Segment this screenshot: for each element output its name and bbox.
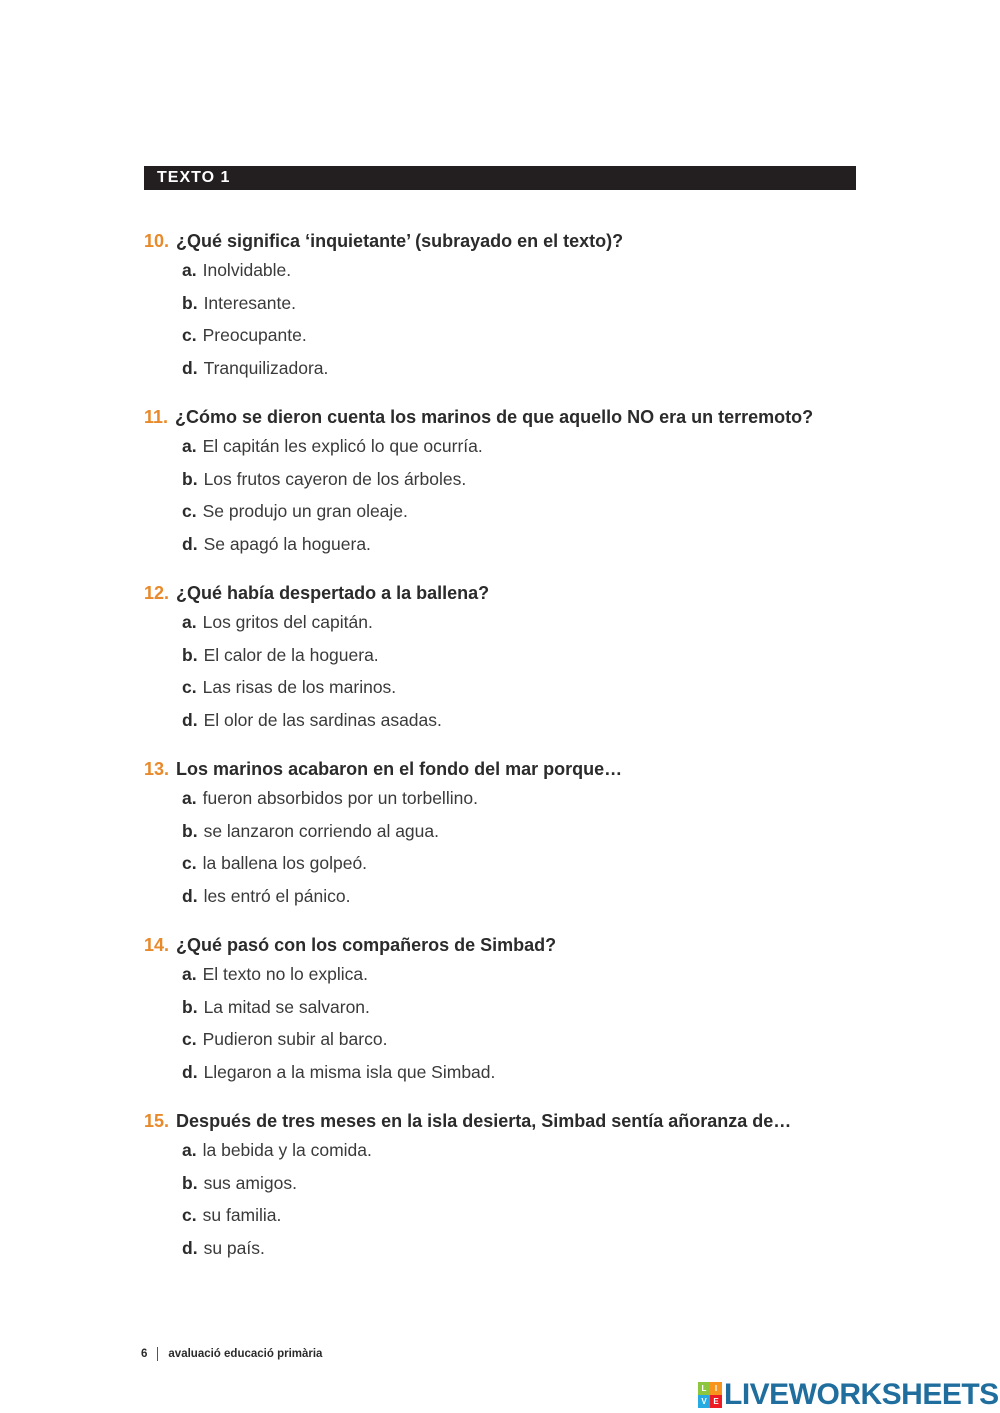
page-number: 6: [141, 1348, 148, 1361]
option-text: Se produjo un gran oleaje.: [202, 501, 408, 521]
answer-option-a[interactable]: [144, 430, 884, 463]
answer-options: [144, 430, 884, 560]
option-letter: a.: [182, 436, 197, 456]
question-10: [144, 228, 884, 384]
option-letter: d.: [182, 357, 198, 378]
answer-option-d[interactable]: [144, 352, 884, 385]
question-number: 14.: [144, 935, 170, 955]
option-text: El olor de las sardinas asadas.: [203, 709, 442, 730]
answer-option-b[interactable]: [144, 287, 884, 320]
option-letter: a.: [182, 260, 197, 280]
option-text: Tranquilizadora.: [203, 357, 329, 378]
option-letter: b.: [182, 292, 198, 313]
answer-option-c[interactable]: [144, 1199, 884, 1232]
option-text: Interesante.: [203, 292, 296, 313]
answer-option-a[interactable]: [144, 1134, 884, 1167]
question-number: 15.: [144, 1111, 170, 1131]
logo-letter: L: [698, 1382, 710, 1395]
option-text: su familia.: [202, 1205, 282, 1225]
question-text: ¿Qué significa ‘inquietante’ (subrayado en el texto)?: [176, 231, 624, 251]
option-letter: c.: [182, 1205, 197, 1225]
answer-option-c[interactable]: [144, 847, 884, 880]
option-text: El capitán les explicó lo que ocurría.: [202, 436, 483, 456]
option-text: la bebida y la comida.: [202, 1140, 372, 1160]
answer-option-a[interactable]: [144, 958, 884, 991]
liveworksheets-watermark: [698, 1378, 999, 1412]
option-text: fueron absorbidos por un torbellino.: [202, 788, 478, 808]
question-prompt: [144, 404, 884, 430]
logo-letter: I: [710, 1382, 722, 1395]
option-letter: b.: [182, 468, 198, 489]
option-letter: b.: [182, 644, 198, 665]
option-letter: c.: [182, 853, 197, 873]
answer-option-d[interactable]: [144, 704, 884, 737]
question-text: ¿Qué pasó con los compañeros de Simbad?: [176, 935, 557, 955]
answer-options: [144, 606, 884, 736]
section-header: TEXTO 1: [144, 166, 856, 190]
question-text: ¿Qué había despertado a la ballena?: [176, 583, 490, 603]
option-letter: b.: [182, 1172, 198, 1193]
logo-letter: E: [710, 1395, 722, 1408]
option-letter: c.: [182, 501, 197, 521]
option-letter: d.: [182, 885, 198, 906]
option-text: Las risas de los marinos.: [202, 677, 397, 697]
footer-text: avaluació educació primària: [168, 1348, 323, 1361]
answer-options: [144, 782, 884, 912]
option-text: sus amigos.: [203, 1172, 297, 1193]
question-11: [144, 404, 884, 560]
question-text: ¿Cómo se dieron cuenta los marinos de que aquello NO era un terremoto?: [175, 407, 814, 427]
option-letter: a.: [182, 1140, 197, 1160]
footer-divider: [157, 1347, 158, 1361]
question-number: 13.: [144, 759, 170, 779]
option-text: Se apagó la hoguera.: [203, 533, 371, 554]
option-text: la ballena los golpeó.: [202, 853, 368, 873]
question-13: [144, 756, 884, 912]
answer-option-b[interactable]: [144, 1167, 884, 1200]
answer-option-d[interactable]: [144, 1056, 884, 1089]
question-15: [144, 1108, 884, 1264]
answer-option-a[interactable]: [144, 782, 884, 815]
option-letter: d.: [182, 533, 198, 554]
question-prompt: [144, 756, 884, 782]
answer-option-b[interactable]: [144, 991, 884, 1024]
option-letter: d.: [182, 709, 198, 730]
option-text: La mitad se salvaron.: [203, 996, 370, 1017]
option-letter: d.: [182, 1237, 198, 1258]
answer-option-a[interactable]: [144, 254, 884, 287]
answer-option-a[interactable]: [144, 606, 884, 639]
option-letter: b.: [182, 820, 198, 841]
answer-option-c[interactable]: [144, 495, 884, 528]
question-prompt: [144, 1108, 884, 1134]
option-letter: c.: [182, 325, 197, 345]
question-prompt: [144, 228, 884, 254]
brand-name: LIVEWORKSHEETS: [724, 1378, 999, 1411]
question-14: [144, 932, 884, 1088]
question-prompt: [144, 932, 884, 958]
question-prompt: [144, 580, 884, 606]
answer-options: [144, 254, 884, 384]
option-text: Los frutos cayeron de los árboles.: [203, 468, 467, 489]
question-list: [144, 228, 884, 1284]
answer-option-d[interactable]: [144, 528, 884, 561]
option-text: Los gritos del capitán.: [202, 612, 373, 632]
answer-option-c[interactable]: [144, 671, 884, 704]
option-letter: c.: [182, 677, 197, 697]
question-number: 11.: [144, 407, 169, 427]
question-12: [144, 580, 884, 736]
option-letter: b.: [182, 996, 198, 1017]
answer-option-d[interactable]: [144, 880, 884, 913]
option-letter: a.: [182, 788, 197, 808]
option-text: Inolvidable.: [202, 260, 292, 280]
answer-option-b[interactable]: [144, 639, 884, 672]
answer-options: [144, 1134, 884, 1264]
option-text: se lanzaron corriendo al agua.: [203, 820, 439, 841]
answer-option-c[interactable]: [144, 1023, 884, 1056]
question-number: 10.: [144, 231, 170, 251]
answer-option-b[interactable]: [144, 463, 884, 496]
question-text: Después de tres meses en la isla desierta, Simbad sentía añoranza de…: [176, 1111, 792, 1131]
option-letter: a.: [182, 612, 197, 632]
answer-option-d[interactable]: [144, 1232, 884, 1265]
option-text: les entró el pánico.: [203, 885, 351, 906]
option-text: su país.: [203, 1237, 265, 1258]
liveworksheets-logo-icon: [698, 1382, 722, 1408]
answer-options: [144, 958, 884, 1088]
option-text: Llegaron a la misma isla que Simbad.: [203, 1061, 496, 1082]
option-text: El texto no lo explica.: [202, 964, 368, 984]
option-letter: c.: [182, 1029, 197, 1049]
option-letter: a.: [182, 964, 197, 984]
question-number: 12.: [144, 583, 170, 603]
option-text: Preocupante.: [202, 325, 307, 345]
question-text: Los marinos acabaron en el fondo del mar porque…: [176, 759, 623, 779]
page-footer: [141, 1347, 322, 1361]
option-text: El calor de la hoguera.: [203, 644, 379, 665]
answer-option-c[interactable]: [144, 319, 884, 352]
logo-letter: V: [698, 1395, 710, 1408]
answer-option-b[interactable]: [144, 815, 884, 848]
option-text: Pudieron subir al barco.: [202, 1029, 388, 1049]
option-letter: d.: [182, 1061, 198, 1082]
